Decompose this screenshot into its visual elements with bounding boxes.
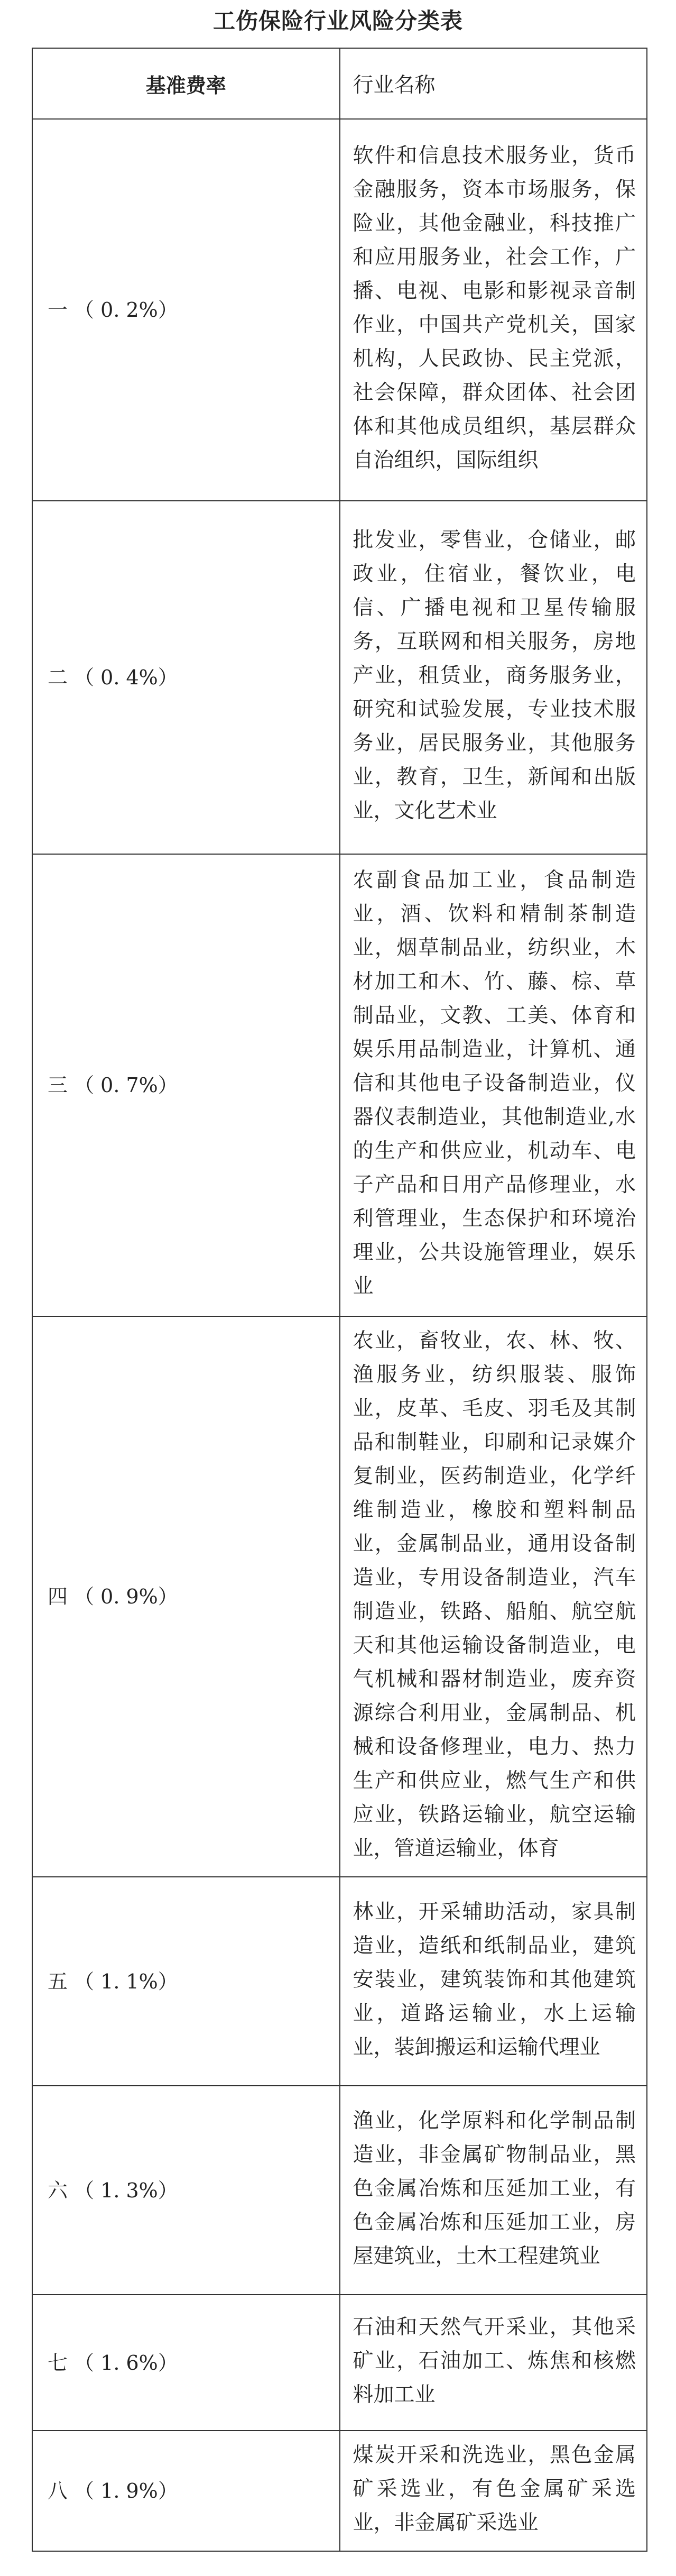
industry-cell: 批发业，零售业，仓储业，邮政业，住宿业，餐饮业，电信、广播电视和卫星传输服务，互联网和相关服务，房地产业，租赁业，商务服务业，研究和试验发展，专业技术服务业，居民服务业，其他服务业，教育，卫生，新闻和出版业，文化艺术业 (340, 501, 647, 854)
rate-cell: 八 （ 1. 9%） (32, 2431, 340, 2551)
table-header-row (32, 48, 647, 119)
industry-cell: 渔业，化学原料和化学制品制造业，非金属矿物制品业，黑色金属冶炼和压延加工业，有色金属冶炼和压延加工业，房屋建筑业，土木工程建筑业 (340, 2086, 647, 2295)
rate-cell: 五 （ 1. 1%） (32, 1877, 340, 2086)
industry-cell: 农副食品加工业，食品制造业，酒、饮料和精制茶制造业，烟草制品业，纺织业，木材加工和木、竹、藤、棕、草制品业，文教、工美、体育和娱乐用品制造业，计算机、通信和其他电子设备制造业，仪器仪表制造业，其他制造业,水的生产和供应业，机动车、电子产品和日用产品修理业，水利管理业，生态保护和环境治理业，公共设施管理业，娱乐业 (340, 854, 647, 1316)
header-industry-cell: 行业名称 (340, 48, 647, 119)
industry-cell: 软件和信息技术服务业，货币金融服务，资本市场服务，保险业，其他金融业，科技推广和应用服务业，社会工作，广播、电视、电影和影视录音制作业，中国共产党机关，国家机构，人民政协、民主党派，社会保障，群众团体、社会团体和其他成员组织，基层群众自治组织，国际组织 (340, 119, 647, 501)
table-row (32, 2431, 647, 2551)
table-row (32, 1877, 647, 2086)
rate-cell: 七 （ 1. 6%） (32, 2295, 340, 2431)
risk-classification-table (32, 48, 647, 2552)
table-row (32, 2086, 647, 2295)
industry-cell: 石油和天然气开采业，其他采矿业，石油加工、炼焦和核燃料加工业 (340, 2295, 647, 2431)
table-row (32, 854, 647, 1316)
page-title: 工伤保险行业风险分类表 (212, 8, 463, 34)
industry-cell: 农业，畜牧业，农、林、牧、渔服务业，纺织服装、服饰业，皮革、毛皮、羽毛及其制品和制鞋业，印刷和记录媒介复制业，医药制造业，化学纤维制造业，橡胶和塑料制品业，金属制品业，通用设备制造业，专用设备制造业，汽车制造业，铁路、船舶、航空航天和其他运输设备制造业，电气机械和器材制造业，废弃资源综合利用业，金属制品、机械和设备修理业，电力、热力生产和供应业，燃气生产和供应业，铁路运输业，航空运输业，管道运输业，体育 (340, 1316, 647, 1877)
table-row (32, 1316, 647, 1877)
rate-cell: 四 （ 0. 9%） (32, 1316, 340, 1877)
header-rate-cell: 基准费率 (32, 48, 340, 119)
rate-cell: 二 （ 0. 4%） (32, 501, 340, 854)
industry-cell: 煤炭开采和洗选业，黑色金属矿采选业，有色金属矿采选业，非金属矿采选业 (340, 2431, 647, 2551)
table-row (32, 2295, 647, 2431)
industry-cell: 林业，开采辅助活动，家具制造业，造纸和纸制品业，建筑安装业，建筑装饰和其他建筑业，道路运输业，水上运输业，装卸搬运和运输代理业 (340, 1877, 647, 2086)
rate-cell: 一 （ 0. 2%） (32, 119, 340, 501)
rate-cell: 六 （ 1. 3%） (32, 2086, 340, 2295)
table-row (32, 501, 647, 854)
rate-cell: 三 （ 0. 7%） (32, 854, 340, 1316)
table-row (32, 119, 647, 501)
